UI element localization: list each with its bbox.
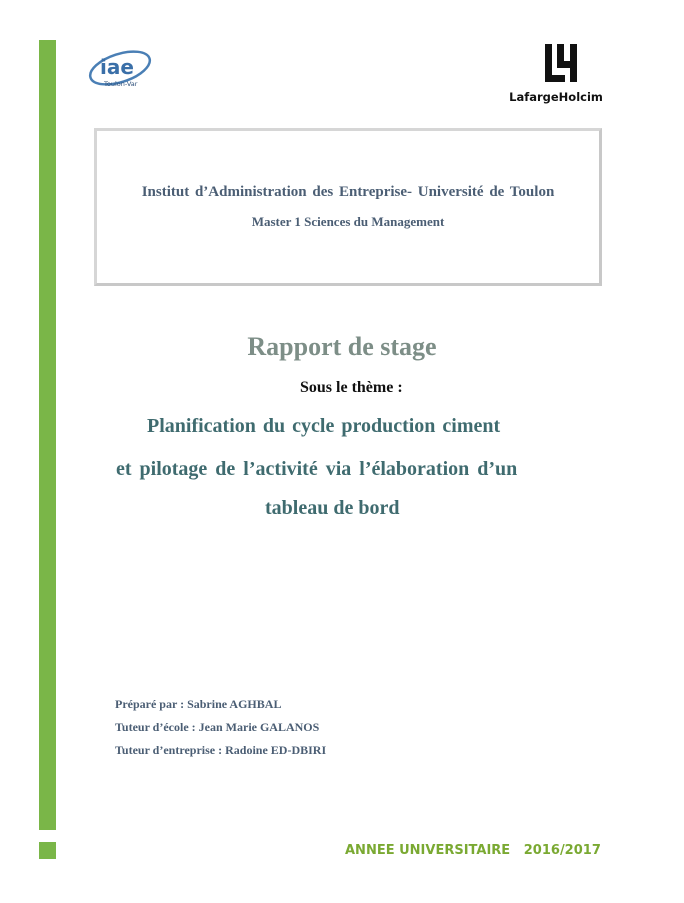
green-corner-square bbox=[39, 842, 56, 859]
theme-line-2: et pilotage de l’activité via l’élaboration d’un bbox=[116, 458, 518, 480]
school-tutor: Tuteur d’école : Jean Marie GALANOS bbox=[115, 720, 320, 734]
institution-name: Institut d’Administration des Entreprise- Université de Toulon bbox=[141, 184, 555, 200]
theme-line-1: Planification du cycle production ciment bbox=[147, 415, 501, 437]
lafargeholcim-logo-text: LafargeHolcim bbox=[509, 90, 603, 104]
program-name: Master 1 Sciences du Management bbox=[251, 214, 445, 229]
theme-line-3: tableau de bord bbox=[265, 497, 400, 519]
institution-box bbox=[94, 128, 602, 286]
theme-label: Sous le thème : bbox=[300, 379, 403, 396]
academic-year: ANNEE UNIVERSITAIRE 2016/2017 bbox=[345, 843, 601, 858]
green-vertical-bar bbox=[39, 40, 56, 830]
iae-logo bbox=[86, 44, 156, 94]
lafargeholcim-logo bbox=[509, 40, 603, 108]
iae-logo-subtext: Toulon-Var bbox=[104, 80, 138, 88]
prepared-by: Préparé par : Sabrine AGHBAL bbox=[115, 697, 282, 711]
iae-logo-text: iae bbox=[100, 55, 134, 79]
company-tutor: Tuteur d’entreprise : Radoine ED-DBIRI bbox=[115, 743, 327, 757]
report-title: Rapport de stage bbox=[247, 332, 437, 361]
